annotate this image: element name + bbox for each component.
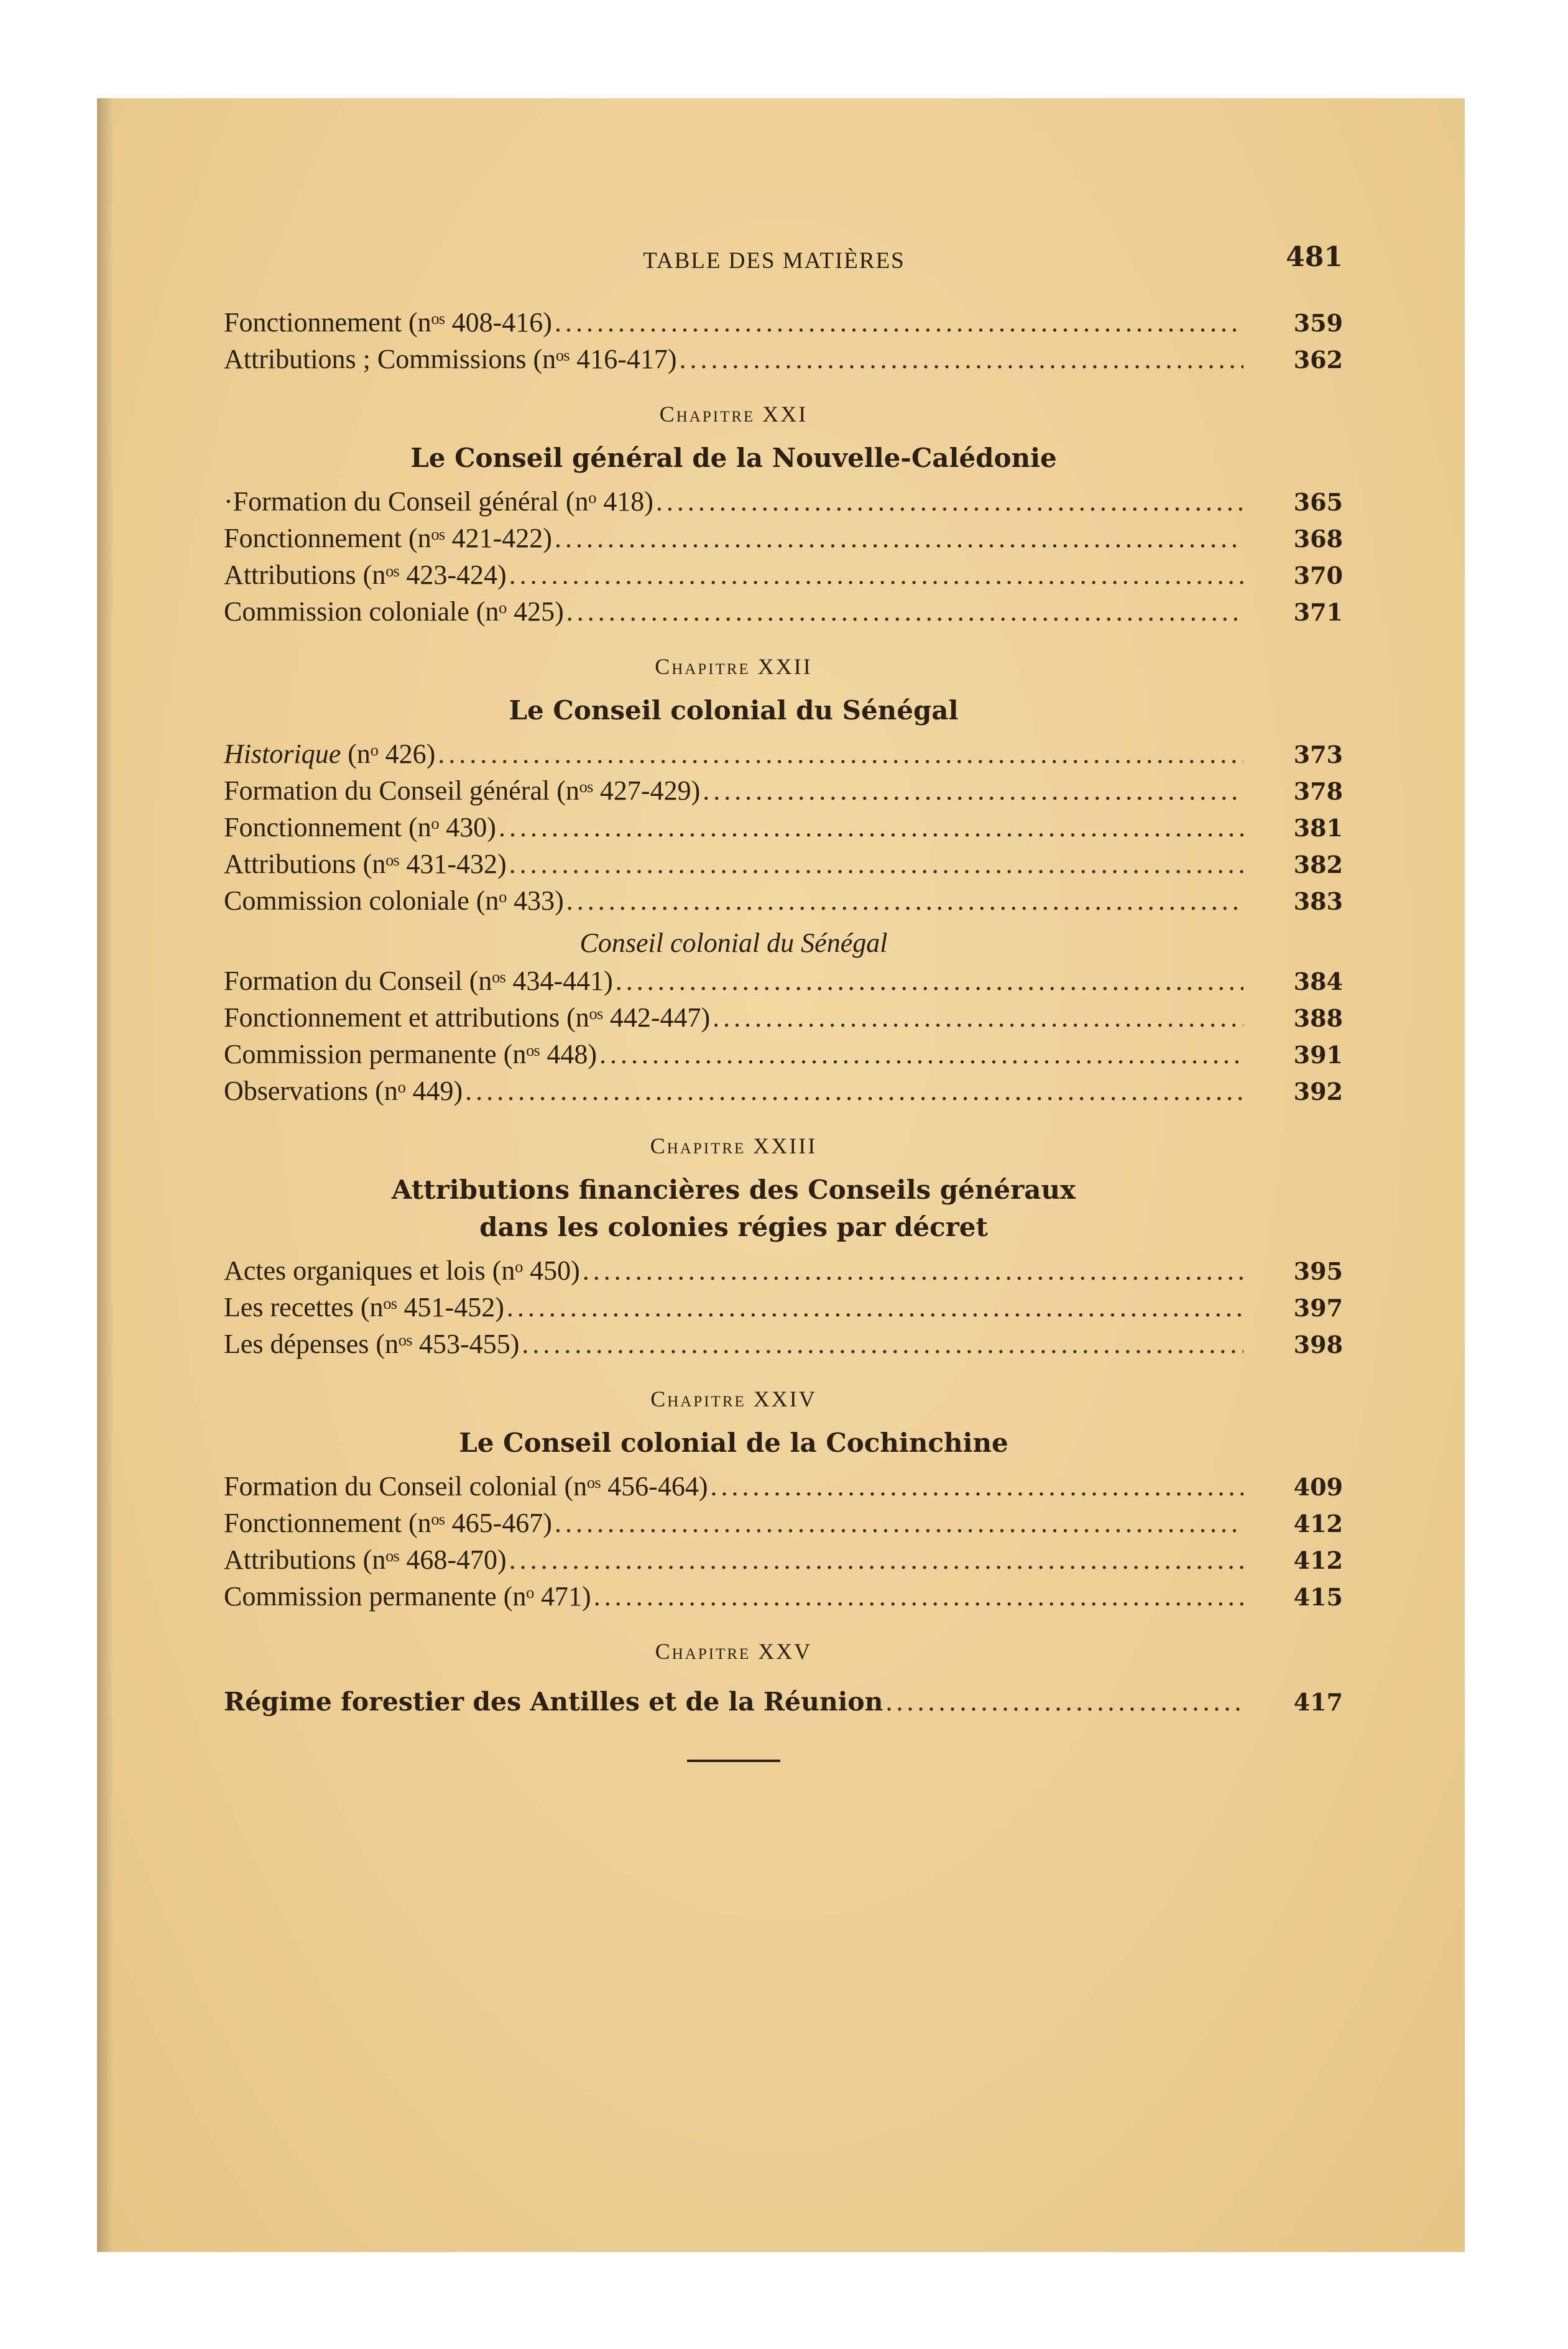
dot-leader	[555, 307, 1243, 338]
entry-label: Fonctionnement (nᵒˢ 421-422)	[224, 523, 552, 553]
entry-label: Commission coloniale (nᵒ 433)	[224, 885, 564, 916]
entry-label-italic: Historique	[224, 739, 341, 769]
dot-leader	[555, 1507, 1243, 1539]
dot-leader	[465, 1075, 1243, 1107]
entry-label: Régime forestier des Antilles et de la Réunion	[224, 1687, 883, 1717]
chapter-title	[224, 1171, 1343, 1246]
entry-label: Commission permanente (nᵒˢ 448)	[224, 1039, 597, 1069]
entry-label: Formation du Conseil général (nᵒˢ 427-429)	[224, 775, 701, 806]
chapter-title-line: Le Conseil colonial du Sénégal	[509, 695, 959, 726]
entry-label: ·Formation du Conseil général (nᵒ 418)	[224, 486, 653, 517]
dot-leader	[713, 1002, 1243, 1033]
dot-leader	[680, 343, 1244, 375]
dot-leader	[522, 1328, 1243, 1360]
subsection-title: Conseil colonial du Sénégal	[579, 928, 888, 958]
entry-page: 392	[1293, 1078, 1343, 1105]
entry-label: Commission coloniale (nᵒ 425)	[224, 596, 564, 627]
chapter-heading: Chapitre XXI	[659, 402, 808, 427]
dot-leader	[507, 1291, 1243, 1323]
toc-entry	[224, 885, 1343, 921]
toc-entry	[224, 1328, 1343, 1365]
chapter-heading: Chapitre XXII	[655, 654, 813, 679]
dot-leader	[616, 965, 1243, 997]
entry-label: Commission permanente (nᵒ 471)	[224, 1581, 591, 1612]
dot-leader	[566, 885, 1243, 916]
chapter-title	[224, 1424, 1343, 1462]
entry-label: Formation du Conseil colonial (nᵒˢ 456-464)	[224, 1471, 708, 1502]
entry-page: 398	[1293, 1331, 1343, 1359]
entry-label: Les dépenses (nᵒˢ 453-455)	[224, 1329, 520, 1359]
entry-label: Attributions (nᵒˢ 431-432)	[224, 849, 507, 879]
dot-leader	[599, 1038, 1243, 1070]
entry-page: 395	[1293, 1257, 1343, 1285]
chapter-title-line: dans les colonies régies par décret	[479, 1212, 988, 1242]
scanned-page	[97, 98, 1465, 2252]
toc-entry	[224, 1470, 1343, 1507]
dot-leader	[711, 1470, 1244, 1502]
dot-leader	[509, 848, 1243, 880]
entry-label: Attributions (nᵒˢ 468-470)	[224, 1544, 507, 1575]
entry-page: 409	[1293, 1473, 1343, 1501]
toc-entry	[224, 596, 1343, 632]
chapter-title	[224, 440, 1343, 477]
chapter-title-line: Le Conseil colonial de la Cochinchine	[459, 1428, 1008, 1458]
toc-entry	[224, 522, 1343, 559]
entry-page: 378	[1293, 777, 1343, 805]
toc-entry	[224, 559, 1343, 596]
entry-page: 415	[1293, 1583, 1343, 1611]
toc-body	[224, 307, 1343, 1762]
toc-entry	[224, 1255, 1343, 1291]
chapter-title	[224, 692, 1343, 729]
toc-entry	[224, 1686, 1343, 1722]
entry-label: Attributions ; Commissions (nᵒˢ 416-417)	[224, 344, 677, 374]
dot-leader	[438, 738, 1243, 770]
entry-page: 365	[1293, 488, 1343, 516]
entry-page: 391	[1293, 1041, 1343, 1069]
dot-leader	[566, 596, 1243, 627]
toc-entry	[224, 811, 1343, 848]
page-edge-shadow	[97, 98, 113, 2252]
toc-entry	[224, 1507, 1343, 1544]
toc-entry	[224, 848, 1343, 885]
entry-page: 412	[1293, 1510, 1343, 1538]
entry-page: 397	[1293, 1294, 1343, 1322]
toc-entry	[224, 1075, 1343, 1112]
page-number: 481	[1286, 241, 1343, 273]
entry-label	[224, 738, 438, 770]
toc-entry	[224, 738, 1343, 775]
toc-entry	[224, 1581, 1343, 1617]
entry-page: 362	[1293, 346, 1343, 374]
entry-label: Fonctionnement et attributions (nᵒˢ 442-447)	[224, 1002, 711, 1033]
entry-label: Attributions (nᵒˢ 423-424)	[224, 560, 507, 590]
entry-page: 388	[1293, 1004, 1343, 1032]
dot-leader	[594, 1581, 1243, 1612]
toc-entry	[224, 1291, 1343, 1328]
dot-leader	[555, 522, 1243, 554]
chapter-heading: Chapitre XXV	[655, 1639, 813, 1664]
end-rule	[687, 1760, 780, 1762]
toc-entry	[224, 965, 1343, 1002]
entry-page: 368	[1293, 525, 1343, 553]
entry-page: 412	[1293, 1546, 1343, 1574]
running-head	[224, 241, 1343, 279]
entry-label: Actes organiques et lois (nᵒ 450)	[224, 1255, 580, 1286]
entry-label-rest: (nᵒ 426)	[341, 739, 436, 769]
dot-leader	[583, 1255, 1243, 1286]
entry-page: 382	[1293, 851, 1343, 879]
entry-label: Fonctionnement (nᵒˢ 408-416)	[224, 307, 552, 338]
entry-page: 417	[1293, 1688, 1343, 1716]
entry-label: Observations (nᵒ 449)	[224, 1076, 463, 1106]
toc-entry	[224, 343, 1343, 380]
chapter-title-line: Attributions financières des Conseils généraux	[391, 1174, 1076, 1205]
entry-page: 381	[1293, 814, 1343, 842]
entry-label: Les recettes (nᵒˢ 451-452)	[224, 1292, 504, 1322]
toc-entry	[224, 1002, 1343, 1038]
chapter-heading: Chapitre XXIII	[650, 1133, 818, 1158]
dot-leader	[499, 811, 1243, 843]
entry-page: 373	[1293, 741, 1343, 768]
entry-label: Fonctionnement (nᵒˢ 465-467)	[224, 1508, 552, 1538]
dot-leader	[509, 559, 1243, 591]
toc-entry	[224, 307, 1343, 343]
chapter-heading: Chapitre XXIV	[650, 1387, 817, 1411]
entry-page: 359	[1293, 309, 1343, 337]
dot-leader	[656, 486, 1243, 517]
entry-label: Fonctionnement (nᵒ 430)	[224, 812, 496, 842]
toc-entry	[224, 1038, 1343, 1075]
toc-entry	[224, 775, 1343, 811]
toc-entry	[224, 486, 1343, 522]
chapter-title-line: Le Conseil général de la Nouvelle-Calédonie	[410, 443, 1057, 473]
dot-leader	[509, 1544, 1243, 1576]
dot-leader	[885, 1686, 1243, 1717]
toc-entry	[224, 1544, 1343, 1581]
entry-page: 371	[1293, 598, 1343, 626]
entry-page: 384	[1293, 967, 1343, 995]
running-title: TABLE DES MATIÈRES	[643, 248, 905, 274]
entry-label: Formation du Conseil (nᵒˢ 434-441)	[224, 966, 613, 996]
entry-page: 383	[1293, 887, 1343, 915]
dot-leader	[703, 775, 1243, 806]
entry-page: 370	[1293, 561, 1343, 589]
